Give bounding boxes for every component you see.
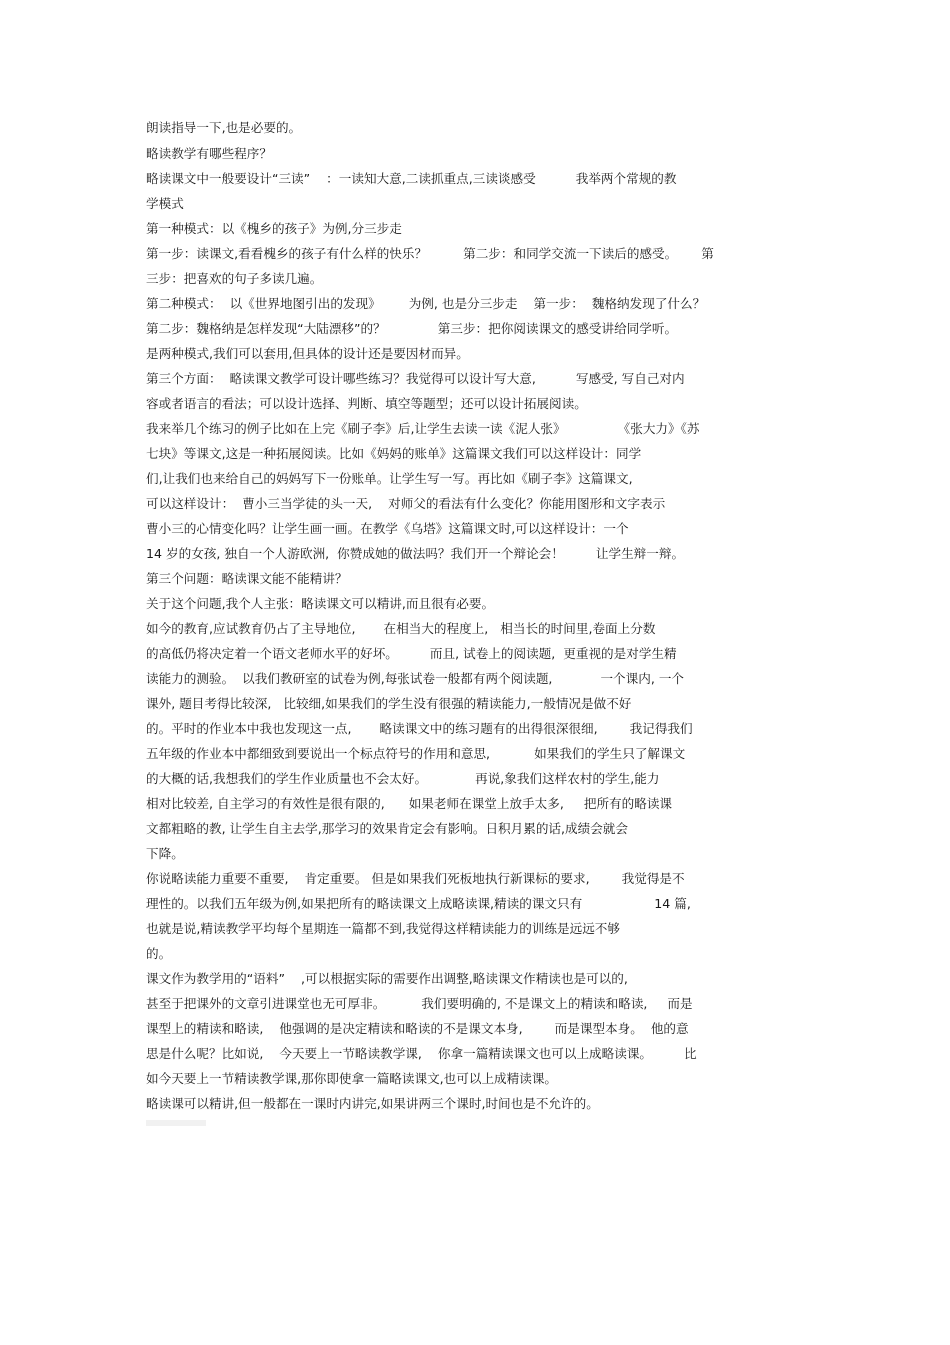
page-smudge [146, 1120, 206, 1126]
text-line: 我来举几个练习的例子比如在上完《刷子李》后,让学生去读一读《泥人张》 《张大力》《苏 [146, 421, 700, 436]
text-line: 甚至于把课外的文章引进课堂也无可厚非。 我们要明确的, 不是课文上的精读和略读, 而是 [146, 996, 693, 1011]
text-line: 思是什么呢？比如说, 今天要上一节略读教学课, 你拿一篇精读课文也可以上成略读课。 比 [146, 1046, 697, 1061]
text-line: 也就是说,精读教学平均每个星期连一篇都不到,我觉得这样精读能力的训练是远远不够 [146, 921, 620, 936]
text-line: 是两种模式,我们可以套用,但具体的设计还是要因材而异。 [146, 346, 469, 361]
text-line: 的。 [146, 946, 172, 961]
text-line: 读能力的测验。 以我们教研室的试卷为例,每张试卷一般都有两个阅读题, 一个课内, 一个 [146, 671, 685, 686]
text-line: 略读课文中一般要设计“三读” ：一读知大意,二读抓重点,三读谈感受 我举两个常规的教 [146, 171, 677, 186]
text-line: 七块》等课文,这是一种拓展阅读。比如《妈妈的账单》这篇课文我们可以这样设计：同学 [146, 446, 642, 461]
text-line: 的大概的话,我想我们的学生作业质量也不会太好。 再说,象我们这样农村的学生,能力 [146, 771, 660, 786]
text-line: 第三个方面： 略读课文教学可设计哪些练习？我觉得可以设计写大意, 写感受, 写自己对内 [146, 371, 685, 386]
text-line: 略读课可以精讲,但一般都在一课时内讲完,如果讲两三个课时,时间也是不允许的。 [146, 1096, 599, 1111]
text-line: 三步：把喜欢的句子多读几遍。 [146, 271, 323, 286]
text-line: 课外, 题目考得比较深, 比较细,如果我们的学生没有很强的精读能力,一般情况是做不好 [146, 696, 632, 711]
text-line: 相对比较差, 自主学习的有效性是很有限的, 如果老师在课堂上放手太多, 把所有的略读课 [146, 796, 673, 811]
text-line: 第一种模式：以《槐乡的孩子》为例,分三步走 [146, 221, 402, 236]
text-line: 文都粗略的教, 让学生自主去学,那学习的效果肯定会有影响。日积月累的话,成绩会就会 [146, 821, 628, 836]
text-line: 可以这样设计： 曹小三当学徒的头一天, 对师父的看法有什么变化？你能用图形和文字表示 [146, 496, 666, 511]
text-line: 朗读指导一下,也是必要的。 [146, 120, 302, 135]
text-line: 如今的教育,应试教育仍占了主导地位, 在相当大的程度上, 相当长的时间里,卷面上分数 [146, 621, 656, 636]
text-line: 五年级的作业本中都细致到要说出一个标点符号的作用和意思, 如果我们的学生只了解课文 [146, 746, 686, 761]
text-line: 理性的。以我们五年级为例,如果把所有的略读课文上成略读课,精读的课文只有 14 篇, [146, 896, 691, 911]
text-line: 如今天要上一节精读教学课,那你即使拿一篇略读课文,也可以上成精读课。 [146, 1071, 558, 1086]
text-line: 第一步：读课文,看看槐乡的孩子有什么样的快乐？ 第二步：和同学交流一下读后的感受。 第 [146, 246, 714, 261]
text-line: 课文作为教学用的“语料” ,可以根据实际的需要作出调整,略读课文作精读也是可以的, [146, 971, 628, 986]
text-line: 们,让我们也来给自己的妈妈写下一份账单。让学生写一写。再比如《刷子李》这篇课文, [146, 471, 633, 486]
text-line: 容或者语言的看法；可以设计选择、判断、填空等题型；还可以设计拓展阅读。 [146, 396, 587, 411]
text-line: 曹小三的心情变化吗？让学生画一画。在教学《乌塔》这篇课文时,可以这样设计：一个 [146, 521, 629, 536]
text-line: 的。平时的作业本中我也发现这一点, 略读课文中的练习题有的出得很深很细, 我记得我们 [146, 721, 693, 736]
text-line: 你说略读能力重要不重要, 肯定重要。 但是如果我们死板地执行新课标的要求, 我觉得是不 [146, 871, 685, 886]
text-line: 第二步：魏格纳是怎样发现“大陆漂移”的？ 第三步：把你阅读课文的感受讲给同学听。 [146, 321, 678, 336]
text-line: 学模式 [146, 196, 184, 211]
text-line: 课型上的精读和略读, 他强调的是决定精读和略读的不是课文本身, 而是课型本身。 他的意 [146, 1021, 689, 1036]
text-line: 的高低仍将决定着一个语文老师水平的好坏。 而且, 试卷上的阅读题, 更重视的是对学生精 [146, 646, 677, 661]
text-line: 下降。 [146, 846, 184, 861]
text-line: 14 岁的女孩, 独自一个人游欧洲, 你赞成她的做法吗？我们开一个辩论会！ 让学生辩一辩。 [146, 546, 685, 561]
text-line: 第三个问题：略读课文能不能精讲？ [146, 571, 348, 586]
text-line: 略读教学有哪些程序？ [146, 146, 272, 161]
text-line: 关于这个问题,我个人主张：略读课文可以精讲,而且很有必要。 [146, 596, 495, 611]
text-line: 第二种模式： 以《世界地图引出的发现》 为例, 也是分三步走 第一步： 魏格纳发现了什么？ [146, 296, 706, 311]
